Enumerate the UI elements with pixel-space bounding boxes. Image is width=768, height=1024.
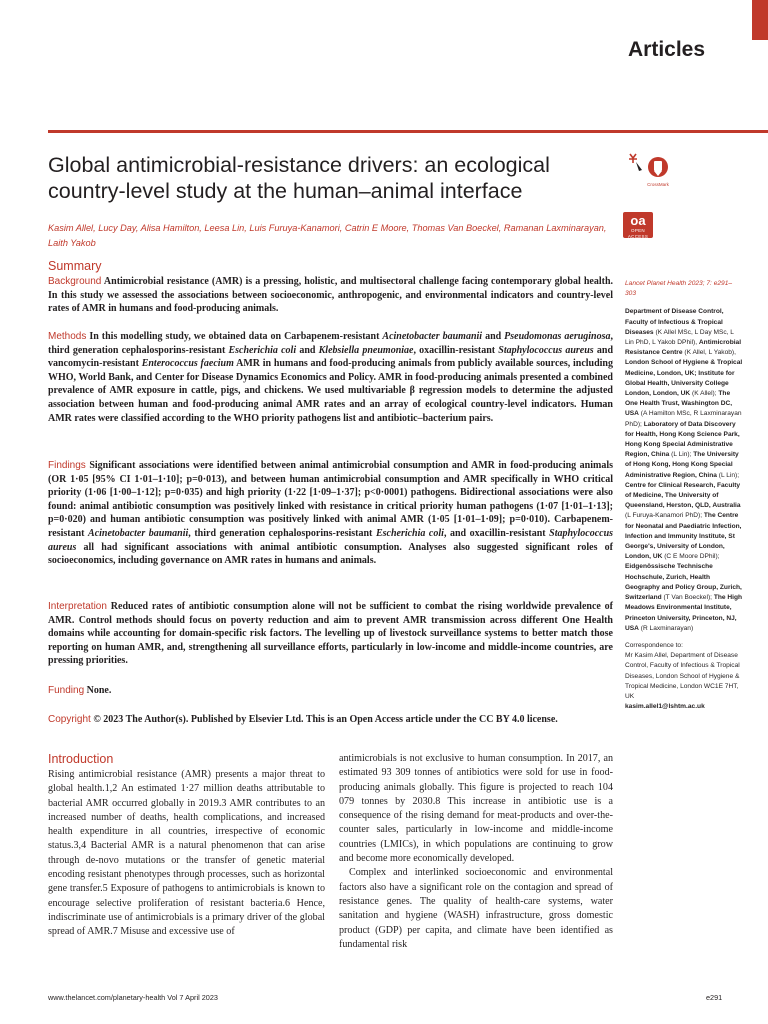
footer-journal-info: www.thelancet.com/planetary-health Vol 7 April 2023 <box>48 993 218 1002</box>
oa-logo-text: oa <box>630 213 646 228</box>
page-number: e291 <box>706 993 723 1002</box>
affiliation-name: Centre for Clinical Research, Faculty of Medicine, The University of Queensland, Herston, QLD, Australia <box>625 481 741 510</box>
findings-species: Staphylococcus aureus <box>48 527 614 553</box>
methods-species: Staphylococcus aureus <box>498 344 594 356</box>
affiliation-authors: (L Lin); <box>716 471 740 479</box>
correspondence-label: Correspondence to: <box>625 641 683 649</box>
methods-species: Klebsiella pneumoniae <box>318 344 414 356</box>
affiliation-name: Laboratory of Data Discovery for Health, Hong Kong Science Park, Hong Kong Special Administrative Region, China <box>625 420 740 459</box>
oa-logo-caption: OPEN ACCESS <box>627 228 649 239</box>
findings-species: Escherichia coli <box>375 527 444 539</box>
methods-text: and <box>299 344 316 356</box>
methods-species: Enterococcus faecium <box>141 358 234 370</box>
methods-text: AMR in humans and food-producing animals from publicly available sources, including WHO, World Bank, and Center for Disease Dynamics Economics and Policy. AMR in food-producing animals presented a combined prevalence of AMR exposure in cattle, pigs, and chickens. We used multivariable β regression models to determine the adjusted association between human and food-producing animal AMR rates and an array of ecological country-level indicators. Human AMR rates were classified according to the WHO priority pathogens list and antibiotic–bacterium pairs. <box>48 358 613 424</box>
findings-label: Findings <box>48 460 86 471</box>
author-list: Kasim Allel, Lucy Day, Alisa Hamilton, Leesa Lin, Luis Furuya-Kanamori, Catrin E Moore, Thomas Van Boeckel, Ramanan Laxminarayan, Laith Yakob <box>48 223 607 248</box>
methods-species: Acinetobacter baumanii <box>382 331 483 342</box>
interpretation-text: Reduced rates of antibiotic consumption alone will not be sufficient to combat the rising worldwide prevalence of AMR. Control methods should focus on poverty reduction and aim to prevent AMR transmission across different One Health domains while accounting for domain-specific risk factors. The levelling up of livestock surveillance systems to better match those reporting on human AMR, and, strengthening all surveillance efforts, particularly in low-income and middle-income countries, are pressing priorities. <box>48 601 614 667</box>
methods-text: , oxacillin-resistant <box>413 344 496 356</box>
methods-text: and vancomycin-resistant <box>48 344 614 370</box>
methods-text: In this modelling study, we obtained data on Carbapenem-resistant <box>89 331 380 342</box>
funding-text: None. <box>86 685 112 696</box>
affiliation-authors: (R Laxminarayan) <box>638 624 694 632</box>
affiliation-authors: (K Allel); <box>690 390 719 398</box>
affiliation-name: The One Health Trust, Washington DC, USA <box>625 390 733 418</box>
methods-species: Pseudomonas aeruginosa <box>504 331 611 342</box>
affiliation-name: The High Meadows Environmental Institute, Princeton University, Princeton, NJ, USA <box>625 594 743 632</box>
affiliation-authors: (T Van Boeckel); <box>661 594 714 602</box>
methods-text: and <box>485 331 502 342</box>
introduction-heading: Introduction <box>48 752 114 766</box>
copyright-label: Copyright <box>48 714 91 725</box>
findings-text: , third generation cephalosporins-resistant <box>188 527 373 539</box>
intro-paragraph: Rising antimicrobial resistance (AMR) presents a major threat to global health.1,2 An estimated 1·27 million deaths attributable to bacterial AMR occurred globally in 2019.3 AMR contributes to an increased number of deaths, health complications, and increased health expenditure in all countries, irrespective of economic status.3,4 Bacterial AMR is a natural phenomenon that can arise through de-novo mutations or the transfer of genetic material encoding resistant phenotypes through processes, such as horizontal gene transfer.5 Exposure of pathogens to antimicrobials is known to encourage selective proliferation of resistant bacteria.6 Hence, indiscriminate use of antimicrobials is a primary driver of the global spread of AMR.7 Misuse and excessive use of <box>48 769 325 938</box>
methods-species: Escherichia coli <box>228 344 297 356</box>
affiliation-name: Antimicrobial Resistance Centre <box>625 339 742 357</box>
correspondence-email[interactable] <box>625 702 743 712</box>
findings-species: Acinetobacter baumanii <box>88 527 189 539</box>
findings-text: all had significant associations with animal antibiotic consumption. Analyses also suggested significant roles of socioeconomics, including governance on AMR rates in humans and animals. <box>48 541 613 567</box>
affiliation-name: Eidgenössische Technische Hochschule, Zurich, Health Geography and Policy Group, Zurich, Switzerland <box>625 563 742 602</box>
interpretation-label: Interpretation <box>48 601 107 612</box>
intro-column-1 <box>48 768 325 940</box>
section-label: Articles <box>628 38 706 61</box>
affiliation-name: Department of Disease Control, Faculty of Infectious & Tropical Diseases <box>625 308 724 336</box>
intro-column-2 <box>339 752 613 952</box>
affiliation-name: London School of Hygiene & Tropical Medicine, London, UK; Institute for Global Health, University College London, London, UK <box>625 359 743 398</box>
summary-background <box>48 275 613 316</box>
affiliation-authors: (C E Moore DPhil); <box>662 553 720 561</box>
methods-label: Methods <box>48 331 87 342</box>
correspondence <box>625 641 743 712</box>
open-access-badge <box>623 212 653 238</box>
affiliation-authors: (L Lin); <box>669 451 694 459</box>
top-accent-bar <box>752 0 768 40</box>
summary-heading: Summary <box>48 259 102 273</box>
summary-findings <box>48 459 613 568</box>
methods-text: , third generation cephalosporins-resistant <box>48 331 614 356</box>
background-label: Background <box>48 276 102 287</box>
affiliation-name: The University of Hong Kong, Hong Kong Special Administrative Region, China <box>625 451 739 479</box>
affiliation-authors: (K Allel, L Yakob), <box>682 349 736 357</box>
affiliation-authors: (L Furuya-Kanamori PhD); <box>625 512 704 520</box>
intro-paragraph: Complex and interlinked socioeconomic and environmental factors also have a significant role on the contagion and spread of resistance genes. The quality of health-care systems, water sanitation and hygiene (WASH) infrastructure, gross domestic product (GDP) per capita, and climate have been identified as fundamental risk <box>339 867 613 950</box>
intro-paragraph: antimicrobials is not exclusive to human consumption. In 2017, an estimated 93 309 tonnes of antibiotics were sold for use in food-producing animals globally. This figure is projected to reach 104 079 tonnes by 2030.8 This increase in antibiotic use is a consequence of the rising demand for meat-products and over-the-counter sales, particularly in low-income and middle-income countries (LMICs), in which populations are continuing to grow and become more economically developed. <box>339 753 613 865</box>
affiliations <box>625 307 743 634</box>
article-title: Global antimicrobial-resistance drivers: an ecological country-level study at the human–animal interface <box>48 153 550 203</box>
affiliation-authors: (K Allel MSc, L Day MSc, L Lin PhD, L Yakob DPhil), <box>625 328 734 347</box>
email-link[interactable]: kasim.allel1@lshtm.ac.uk <box>625 703 705 711</box>
correspondence-text: Mr Kasim Allel, Department of Disease Control, Faculty of Infectious & Tropical Diseases, London School of Hygiene & Tropical Medicine, London WC1E 7HT, UK <box>625 652 740 700</box>
sidebar <box>625 279 743 712</box>
crossmark-badge[interactable] <box>622 150 674 190</box>
affiliation-name: The Centre for Neonatal and Paediatric Infection, Infection and Immunity Institute, St George's, University of London, London, UK <box>625 512 742 561</box>
header-rule <box>48 130 768 133</box>
summary-methods <box>48 330 613 425</box>
summary-funding <box>48 684 613 698</box>
funding-label: Funding <box>48 685 85 696</box>
crossmark-icon <box>622 150 674 190</box>
affiliation-authors: (A Hamilton MSc, R Laxminarayan PhD); <box>625 410 742 428</box>
background-text: Antimicrobial resistance (AMR) is a pressing, holistic, and multisectoral challenge facing contemporary global health. In this study we assessed the associations between socioeconomic, anthropogenic, and environmental indicators and country-level rates of AMR in humans and food-producing animals. <box>48 276 613 315</box>
journal-citation: Lancet Planet Health 2023; 7: e291–303 <box>625 280 733 298</box>
crossmark-label: CrossMark <box>647 182 669 187</box>
findings-text: Significant associations were identified between animal antimicrobial consumption and AMR in food-producing animals (OR 1·05 [95% CI 1·01–1·10]; p=0·013), and between human antimicrobial consumption and AMR specifically in WHO critical priority (1·06 [1·00–1·12]; p=0·035) and high priority (1·22 [1·09–1·37]; p<0·0001) pathogens. Bidirectional associations were also found: animal antibiotic consumption was positively linked with resistance in critical priority human pathogens (1·07 [1·01–1·13]; p=0·020) and human antibiotic consumption was positively linked with animal AMR (1·05 [1·01–1·09]; p=0·010). Carbapenem-resistant <box>48 460 613 539</box>
summary-interpretation <box>48 600 613 668</box>
findings-text: , and oxacillin-resistant <box>443 527 546 539</box>
copyright-text: © 2023 The Author(s). Published by Elsevier Ltd. This is an Open Access article under the CC BY 4.0 license. <box>93 714 558 725</box>
summary-copyright <box>48 713 613 727</box>
